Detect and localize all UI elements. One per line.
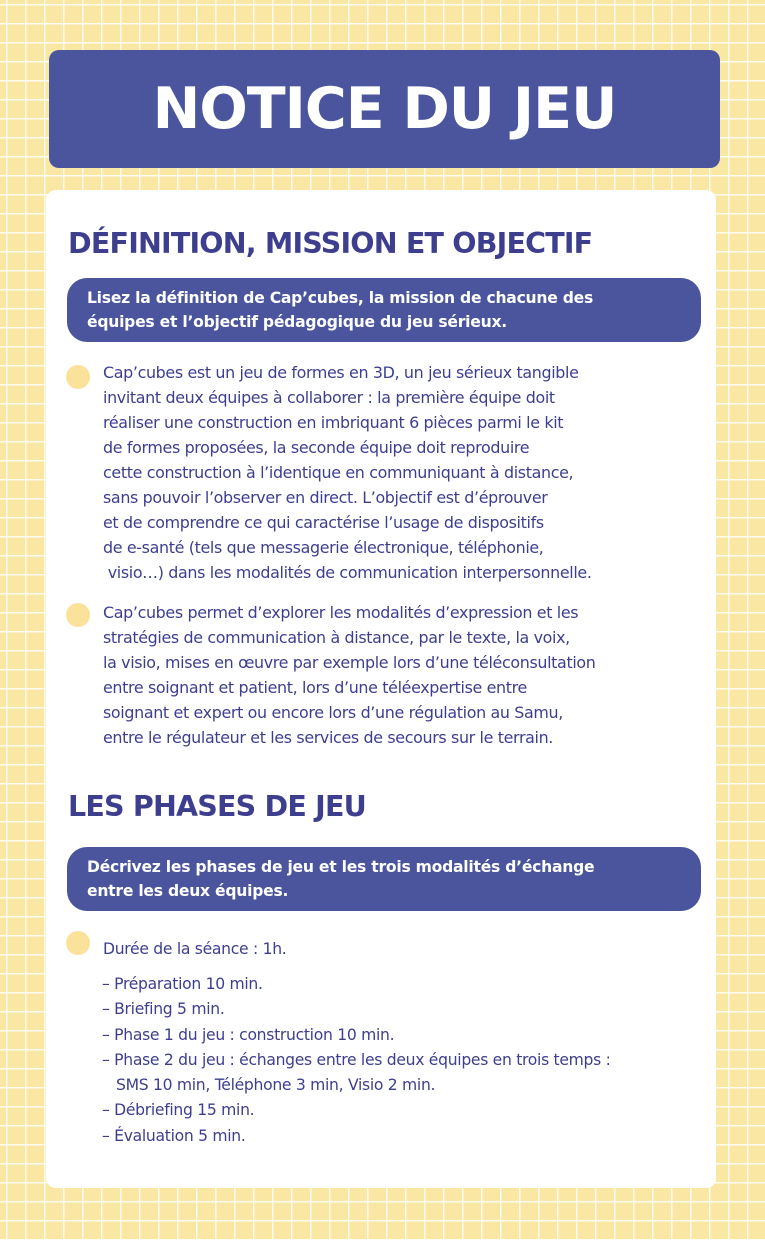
bullet-dot: [66, 603, 90, 627]
section-heading-phases: LES PHASES DE JEU: [68, 790, 366, 823]
paragraph-line: et de comprendre ce qui caractérise l’usage de dispositifs: [103, 513, 544, 532]
duration-item: – Briefing 5 min.: [102, 1000, 225, 1019]
instruction-line: Lisez la définition de Cap’cubes, la mission de chacune des: [87, 289, 594, 307]
duration-list: [102, 938, 611, 1149]
paragraph-line: invitant deux équipes à collaborer : la première équipe doit: [103, 388, 555, 407]
duration-item: – Préparation 10 min.: [102, 975, 263, 993]
paragraph-line: cette construction à l’identique en communiquant à distance,: [103, 463, 574, 482]
duration-heading: Durée de la séance : 1h.: [103, 940, 287, 958]
instruction-line: Décrivez les phases de jeu et les trois modalités d’échange: [87, 858, 595, 876]
section-heading-definition: DÉFINITION, MISSION ET OBJECTIF: [68, 227, 593, 260]
title-banner: [49, 50, 720, 168]
paragraph-exploration: [103, 600, 713, 750]
paragraph-definition: [103, 360, 713, 585]
instruction-line: entre les deux équipes.: [87, 882, 289, 900]
paragraph-line: de e-santé (tels que messagerie électronique, téléphonie,: [103, 538, 544, 557]
paragraph-line: Cap’cubes permet d’explorer les modalités d’expression et les: [103, 603, 579, 622]
paragraph-line: de formes proposées, la seconde équipe doit reproduire: [103, 438, 530, 457]
paragraph-line: entre soignant et patient, lors d’une téléexpertise entre: [103, 678, 527, 697]
paragraph-line: sans pouvoir l’observer en direct. L’objectif est d’éprouver: [103, 488, 548, 507]
duration-item: – Phase 2 du jeu : échanges entre les deux équipes en trois temps :: [102, 1050, 611, 1069]
instruction-banner-phases: [67, 847, 701, 911]
page-title: NOTICE DU JEU: [152, 75, 617, 142]
bullet-dot: [66, 365, 90, 389]
instruction-line: équipes et l’objectif pédagogique du jeu sérieux.: [87, 313, 507, 331]
paragraph-line: la visio, mises en œuvre par exemple lors d’une téléconsultation: [103, 653, 596, 672]
paragraph-line: réaliser une construction en imbriquant 6 pièces parmi le kit: [103, 413, 564, 432]
duration-item: – Phase 1 du jeu : construction 10 min.: [102, 1025, 395, 1044]
paragraph-line: visio…) dans les modalités de communication interpersonnelle.: [103, 563, 592, 582]
paragraph-line: stratégies de communication à distance, par le texte, la voix,: [103, 628, 570, 647]
duration-item: – Évaluation 5 min.: [102, 1126, 246, 1145]
paragraph-line: soignant et expert ou encore lors d’une régulation au Samu,: [103, 703, 563, 722]
bullet-dot: [66, 931, 90, 955]
paragraph-line: Cap’cubes est un jeu de formes en 3D, un jeu sérieux tangible: [103, 363, 579, 382]
content-card: [46, 190, 716, 1188]
instruction-banner-definition: [67, 278, 701, 342]
paragraph-line: entre le régulateur et les services de secours sur le terrain.: [103, 728, 554, 747]
duration-item: – Débriefing 15 min.: [102, 1101, 255, 1120]
duration-item: SMS 10 min, Téléphone 3 min, Visio 2 min.: [102, 1076, 436, 1095]
